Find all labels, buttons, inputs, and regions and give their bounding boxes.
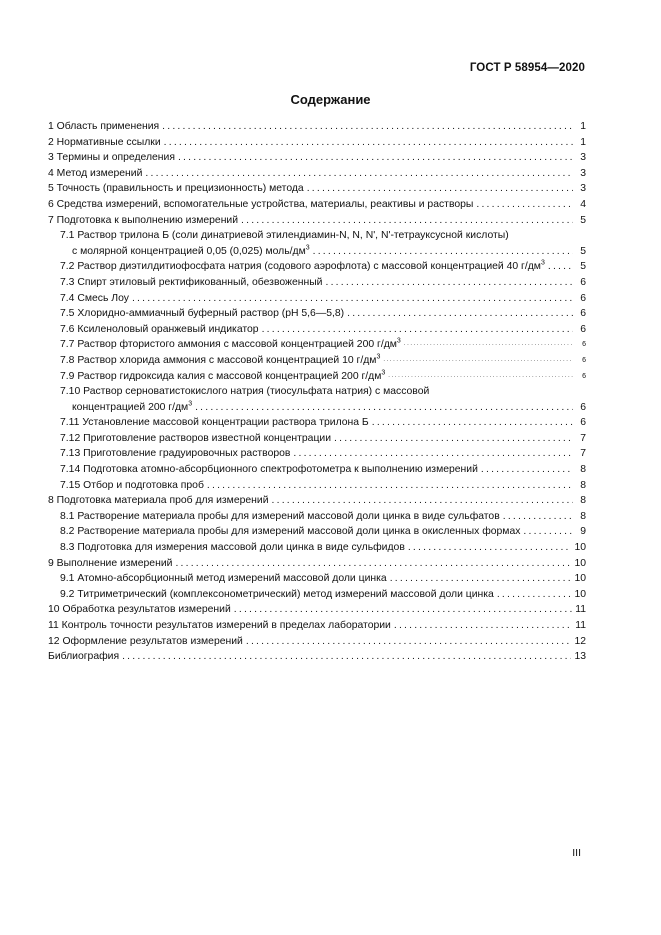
toc-entry-text: 2 Нормативные ссылки [48,136,161,148]
dot-leader [175,556,571,572]
toc-entry-page: 6 [580,292,586,304]
toc-entry-page: 6 [582,341,586,349]
toc-entry-page: 10 [574,542,586,554]
dot-leader [394,618,572,634]
dot-leader [476,197,573,213]
toc-entry-text: 7.1 Раствор трилона Б (соли динатриевой этилендиамин-N, N, N', N'-тетрауксусной кислоты) [60,230,509,242]
toc-entry-text: 10 Обработка результатов измерений [48,604,231,616]
toc-entry[interactable] [48,322,586,338]
toc-entry-page: 3 [580,167,586,179]
toc-entry-text: 7.2 Раствор диэтилдитиофосфата натрия (содового аэрофлота) с массовой концентрацией 40 $г/дм^3$ [60,259,545,273]
toc-entry-text: 7.13 Приготовление градуировочных растворов [60,448,291,460]
toc-entry-page: 3 [580,183,586,195]
toc-entry[interactable] [48,556,586,572]
toc-entry[interactable] [48,446,586,462]
toc-entry[interactable] [48,150,586,166]
toc-entry-text: концентрацией 200 $г/дм^3$ [72,400,193,413]
toc-entry-text: Библиография [48,651,120,663]
toc-entry-text: 12 Оформление результатов измерений [48,635,243,647]
toc-entry[interactable] [48,337,586,353]
toc-entry[interactable] [48,524,586,540]
toc-entry-page: 13 [574,651,586,663]
toc-entry-text: 1 Область применения [48,121,160,132]
dot-leader [132,291,573,307]
dot-leader [246,634,572,650]
dot-leader [122,649,571,665]
toc-entry-page: 5 [580,214,586,226]
dot-leader [241,213,573,229]
toc-entry-page: 4 [580,198,586,210]
toc-entry-text: 7.4 Смесь Лоу [60,292,129,304]
toc-entry-text: 8.1 Растворение материала пробы для измерений массовой доли цинка в виде сульфатов [60,510,500,522]
toc-entry-page: 1 [580,121,586,132]
toc-entry-text: 5 Точность (правильность и прецизионность) метода [48,183,304,195]
toc-entry-text: 7.7 Раствор фтористого аммония с массовой концентрацией 200 $г/дм^3$ [60,337,401,351]
toc-entry-page: 8 [580,495,586,507]
toc-entry-text: 7.5 Хлоридно-аммиачный буферный раствор (рН 5,6—5,8) [60,308,345,320]
toc-entry[interactable] [48,400,586,416]
dot-leader [313,244,573,260]
dot-leader [293,446,573,462]
toc-entry-text: 8.2 Растворение материала пробы для измерений массовой доли цинка в окисленных формах [60,526,521,538]
toc-entry[interactable] [48,166,586,182]
toc-entry[interactable] [48,135,586,151]
toc-entry[interactable] [48,540,586,556]
dot-leader [162,119,573,135]
dot-leader [334,431,573,447]
toc-entry-page: 6 [580,276,586,288]
toc-entry-page: 7 [580,432,586,444]
dot-leader [195,400,573,416]
toc-entry-text: 8 Подготовка материала проб для измерений [48,495,269,507]
toc-entry-page: 6 [582,356,586,364]
toc-entry-text: 7.9 Раствор гидроксида калия с массовой концентрацией 200 $г/дм^3$ [60,369,386,382]
toc-entry-page: 5 [580,261,586,273]
toc-entry-text: 6 Средства измерений, вспомогательные устройства, материалы, реактивы и растворы [48,198,474,210]
toc-entry-line1[interactable] [48,228,586,244]
toc-entry-text: 7.12 Приготовление растворов известной концентрации [60,432,332,444]
toc-entry-text: 8.3 Подготовка для измерения массовой доли цинка в виде сульфидов [60,542,405,554]
dot-leader [272,493,573,509]
toc-entry-text: 11 Контроль точности результатов измерений в пределах лаборатории [48,620,391,631]
toc-entry-page: 1 [580,136,586,148]
toc-entry-text: 7.8 Раствор хлорида аммония с массовой концентрацией 10 $г/дм^3$ [60,353,381,366]
toc-entry-text: 9 Выполнение измерений [48,557,173,569]
toc-entry-page: 12 [574,635,586,647]
toc-entry[interactable] [48,291,586,307]
dot-leader [347,306,573,322]
toc-entry-text: 7 Подготовка к выполнению измерений [48,214,239,226]
toc-entry-text: 4 Метод измерений [48,167,143,179]
toc-entry-page: 8 [580,464,586,476]
document-code: ГОСТ Р 58954—2020 [469,62,585,74]
toc-entry[interactable] [48,571,586,587]
dot-leader [234,602,572,618]
dot-leader [372,415,573,431]
toc-entry-page: 6 [582,372,586,380]
toc-entry-page: 10 [574,573,586,585]
toc-entry-page: 7 [580,448,586,460]
toc-entry-text: 7.10 Раствор серноватистокислого натрия (тиосульфата натрия) с массовой [60,386,430,398]
dot-leader [408,540,572,556]
toc-entry[interactable] [48,634,586,650]
toc-entry-text: 7.6 Ксиленоловый оранжевый индикатор [60,323,259,335]
toc-entry[interactable] [48,649,586,665]
toc-entry[interactable] [48,259,586,275]
toc-entry-page: 8 [580,510,586,522]
dot-leader [548,259,573,275]
toc-entry[interactable] [48,197,586,213]
toc-entry[interactable] [48,602,586,618]
toc-entry-page: 3 [580,152,586,164]
toc-entry[interactable] [48,415,586,431]
dot-leader [262,322,573,338]
toc-entry[interactable] [48,478,586,494]
toc-entry-text: 9.2 Титриметрический (комплексонометрический) метод измерений массовой доли цинка [60,588,494,600]
toc-entry-text: 3 Термины и определения [48,152,175,164]
toc-entry[interactable] [48,181,586,197]
dot-leader [481,462,573,478]
toc-entry[interactable] [48,587,586,603]
toc-entry-page: 11 [575,620,586,631]
dot-leader [383,353,573,369]
toc-entry-line1[interactable] [48,384,586,400]
toc-entry-page: 10 [574,557,586,569]
dot-leader [307,181,573,197]
dot-leader [390,571,572,587]
toc-entry[interactable] [48,213,586,229]
dot-leader [497,587,572,603]
toc-entry-text: 7.14 Подготовка атомно-абсорбционного спектрофотометра к выполнению измерений [60,464,478,476]
toc-entry[interactable] [48,119,586,135]
toc-entry[interactable] [48,275,586,291]
toc-entry-page: 6 [580,323,586,335]
toc-entry[interactable] [48,369,586,385]
toc-entry-page: 6 [580,401,586,413]
toc-entry[interactable] [48,306,586,322]
toc-entry[interactable] [48,618,586,634]
page-number: III [572,847,581,859]
table-of-contents [48,119,586,665]
toc-entry-text: 7.3 Спирт этиловый ректификованный, обезвоженный [60,276,323,288]
toc-entry[interactable] [48,509,586,525]
dot-leader [178,150,573,166]
toc-entry-page: 9 [580,526,586,538]
toc-entry-page: 5 [580,245,586,257]
dot-leader [207,478,573,494]
toc-entry-page: 10 [574,588,586,600]
toc-entry-page: 8 [580,479,586,491]
toc-entry-text: 7.11 Установление массовой концентрации раствора трилона Б [60,417,369,429]
toc-entry-page: 6 [580,308,586,320]
dot-leader [404,337,573,353]
dot-leader [145,166,573,182]
dot-leader [326,275,574,291]
toc-entry[interactable] [48,493,586,509]
dot-leader [503,509,573,525]
toc-entry-page: 6 [580,417,586,429]
toc-title: Содержание [290,92,371,107]
toc-entry[interactable] [48,462,586,478]
toc-entry[interactable] [48,244,586,260]
toc-entry[interactable] [48,431,586,447]
dot-leader [388,369,573,385]
toc-entry-page: 11 [575,604,586,616]
toc-entry-text: 9.1 Атомно-абсорбционный метод измерений массовой доли цинка [60,573,387,585]
dot-leader [164,135,573,151]
dot-leader [523,524,573,540]
toc-entry-text: с молярной концентрацией 0,05 (0,025) моль/$дм^3$ [72,244,310,257]
toc-entry-text: 7.15 Отбор и подготовка проб [60,479,204,491]
toc-entry[interactable] [48,353,586,369]
